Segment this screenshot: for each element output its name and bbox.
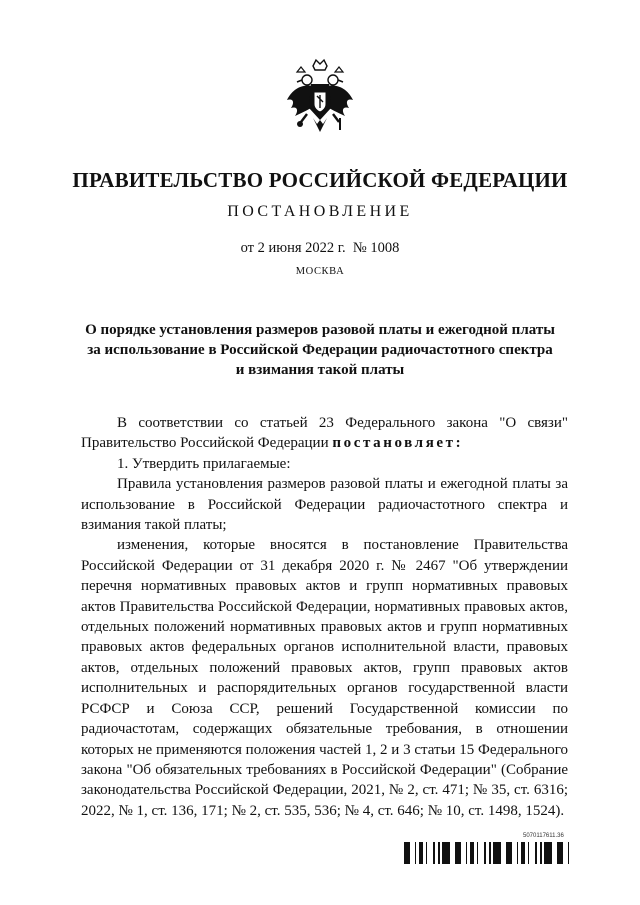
subject-line: за использование в Российской Федерации радиочастотного спектра <box>87 342 553 358</box>
subject-line: и взимания такой платы <box>235 362 405 378</box>
barcode-icon <box>404 842 569 864</box>
intro-text: В соответствии со статьей 23 Федерального закона "О связи" Правительство Российской Федерации <box>81 415 568 452</box>
paragraph-item-1: 1. Утвердить прилагаемые: <box>117 455 291 472</box>
document-subject <box>60 320 580 380</box>
government-title: ПРАВИТЕЛЬСТВО РОССИЙСКОЙ ФЕДЕРАЦИИ <box>72 168 568 192</box>
document-city: МОСКВА <box>295 266 345 277</box>
document-date-number: от 2 июня 2022 г. № 1008 <box>240 240 400 256</box>
document-body <box>81 413 568 821</box>
paragraph-item-1a: Правила установления размеров разовой платы и ежегодной платы за использование в Российской Федерации радиочастотного спектра и взимания такой платы; <box>81 476 568 534</box>
russian-coat-of-arms-icon <box>283 58 357 150</box>
document-type: ПОСТАНОВЛЕНИЕ <box>227 203 413 220</box>
intro-verb: постановляет: <box>332 435 464 452</box>
paragraph-intro <box>81 413 568 454</box>
subject-line: О порядке установления размеров разовой платы и ежегодной платы <box>85 322 555 338</box>
paragraph-item-1b: изменения, которые вносятся в постановление Правительства Российской Федерации от 31 декабря 2020 г. № 2467 "Об утверждении перечня нормативных правовых актов и групп нормативных правовых актов Правительства Российской Федерации, нормативных правовых актов, отдельных положений нормативных правовых актов и групп нормативных правовых актов федеральных органов исполнительной власти, правовых актов, отдельных положений правовых актов, групп правовых актов исполнительных и распорядительных органов государственной власти РСФСР и Союза ССР, решений Государственной комиссии по радиочастотам, содержащих обязательные требования, в отношении которых не применяются положения частей 1, 2 и 3 статьи 15 Федерального закона "Об обязательных требованиях в Российской Федерации" (Собрание законодательства Российской Федерации, 2021, № 2, ст. 471; № 35, ст. 6316; 2022, № 1, ст. 136, 171; № 2, ст. 535, 536; № 4, ст. 646; № 10, ст. 1498, 1524). <box>81 537 568 819</box>
document-code: 5070117611.36 <box>523 833 564 839</box>
